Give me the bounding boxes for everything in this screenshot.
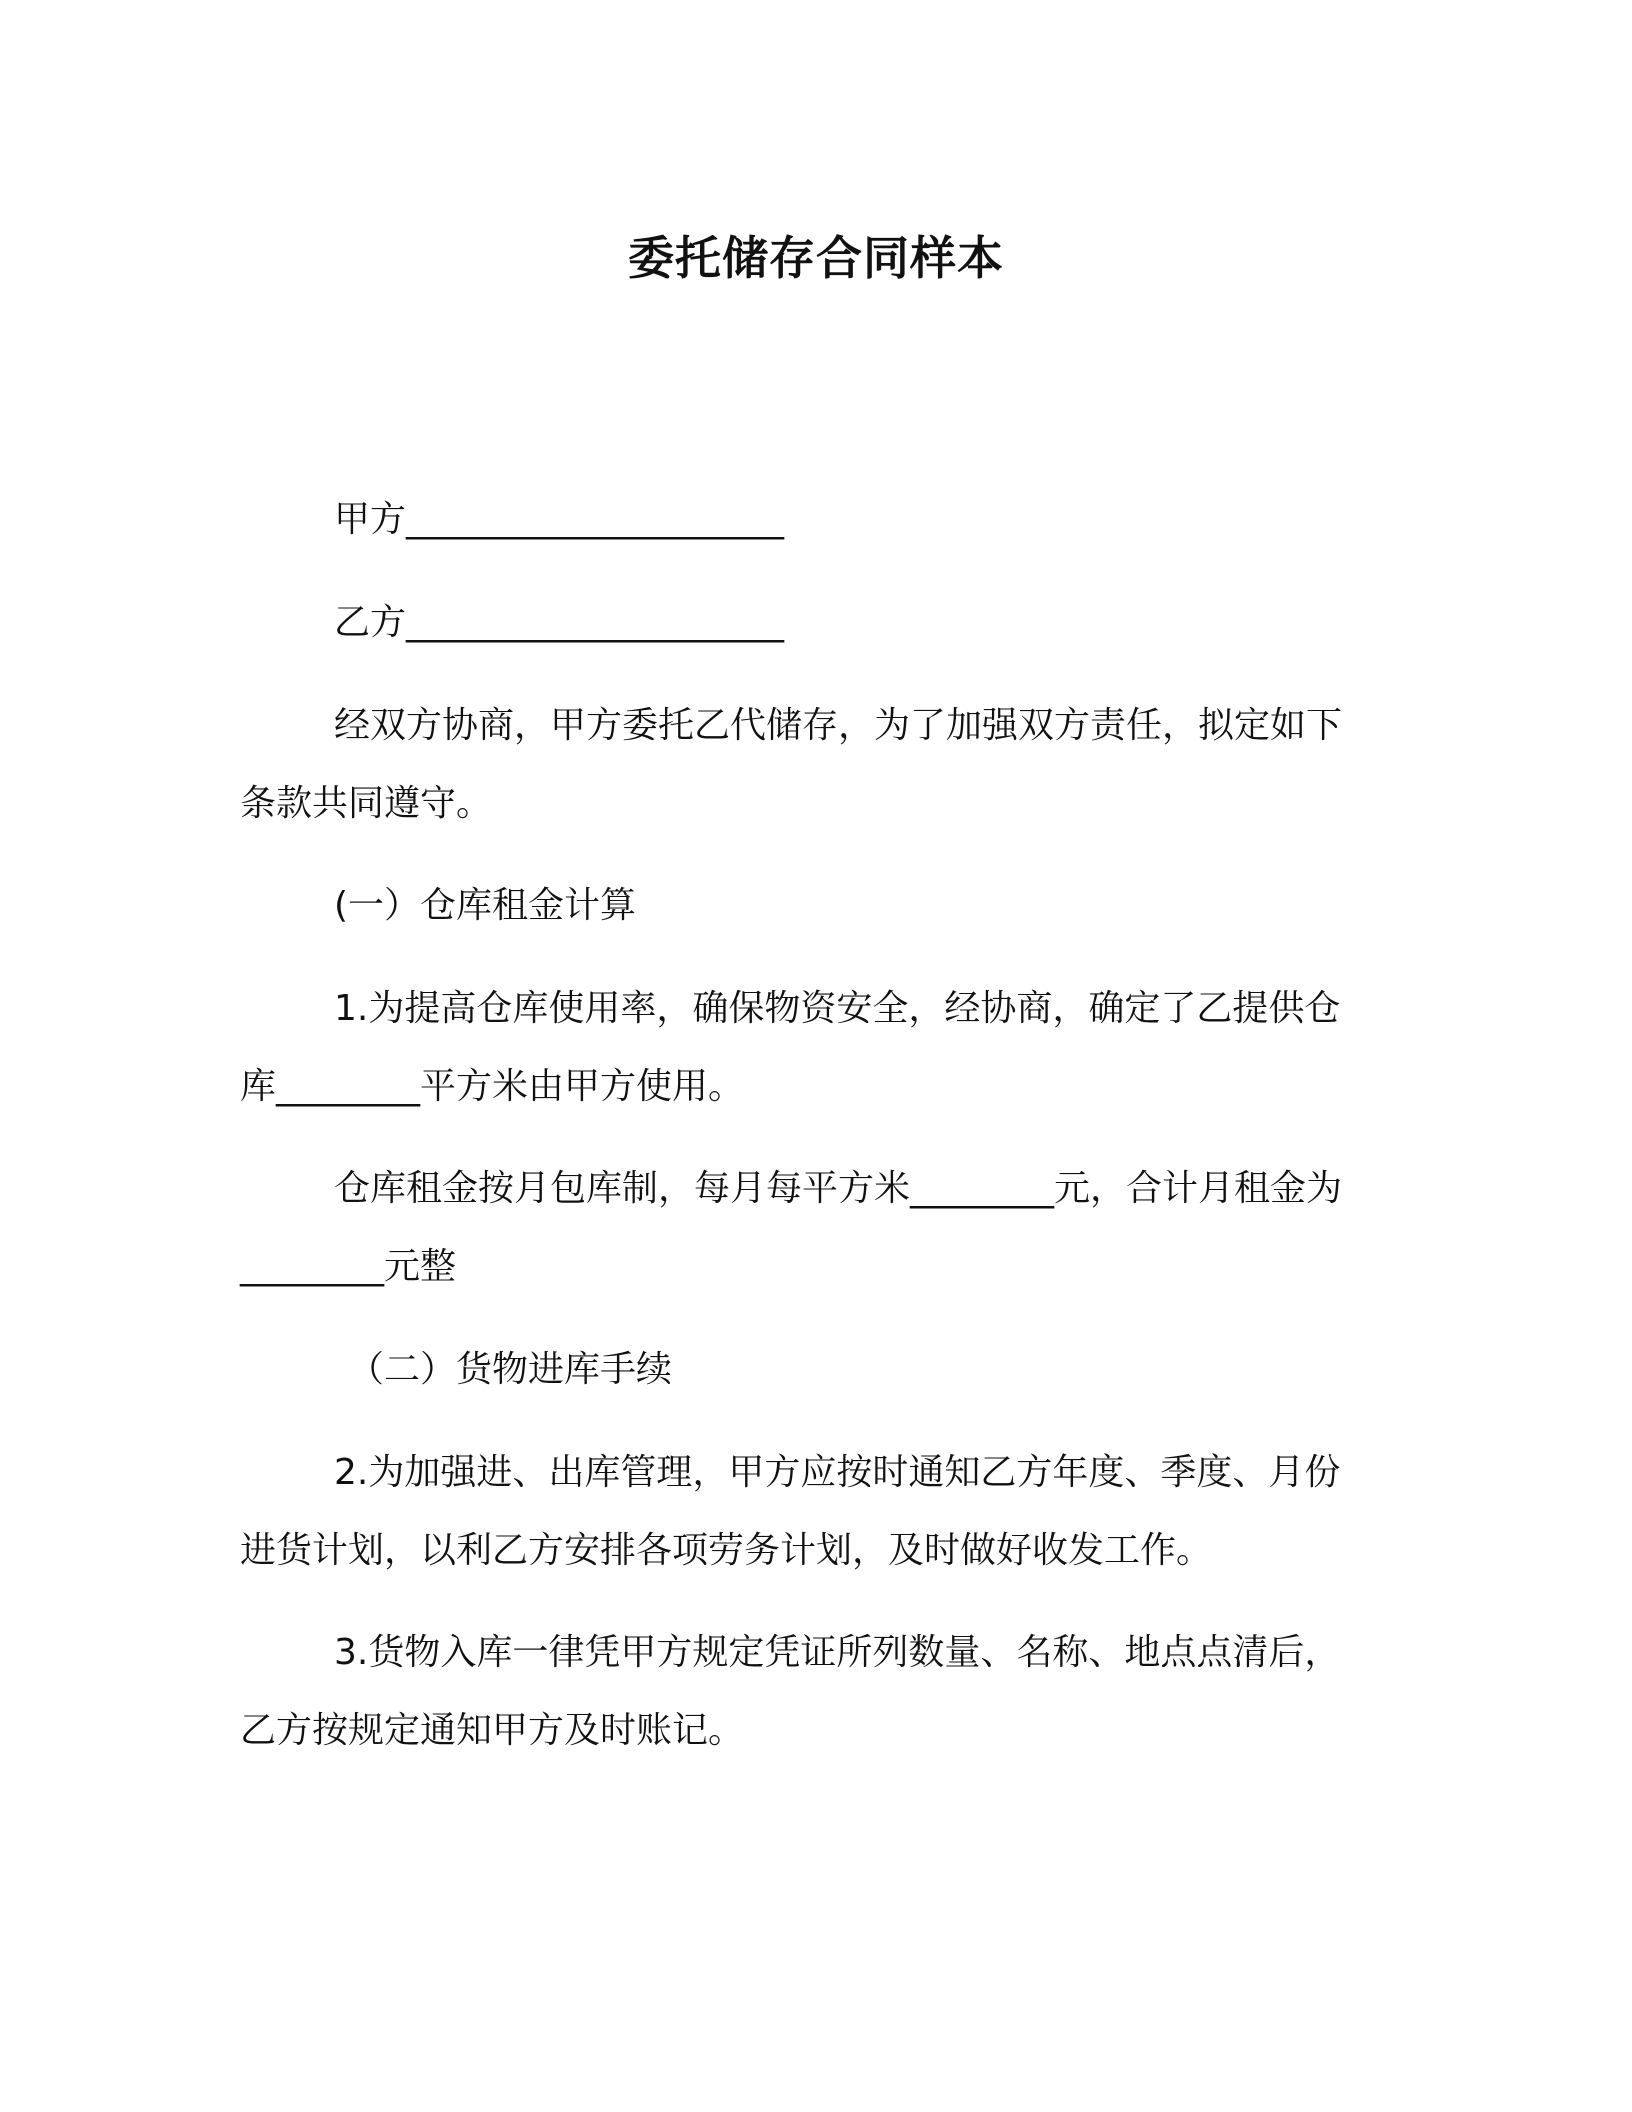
- item-3-line-1: 3.货物入库一律凭甲方规定凭证所列数量、名称、地点点清后，: [334, 1632, 1341, 1673]
- item-1-line-1: 1.为提高仓库使用率，确保物资安全，经协商，确定了乙提供仓: [334, 988, 1341, 1029]
- item-2-line-1: 2.为加强进、出库管理，甲方应按时通知乙方年度、季度、月份: [334, 1452, 1341, 1493]
- party-b-line: 乙方_____________________: [334, 602, 785, 643]
- section-2-heading: （二）货物进库手续: [348, 1349, 673, 1390]
- intro-paragraph-line-1: 经双方协商，甲方委托乙代储存，为了加强双方责任，拟定如下: [334, 705, 1343, 746]
- rent-paragraph-line-1: 仓库租金按月包库制，每月每平方米________元，合计月租金为: [334, 1168, 1343, 1209]
- section-1-heading: (一）仓库租金计算: [334, 885, 637, 926]
- party-a-line: 甲方_____________________: [334, 499, 785, 540]
- item-1-line-2: 库________平方米由甲方使用。: [240, 1066, 745, 1107]
- rent-paragraph-line-2: ________元整: [240, 1246, 457, 1287]
- document-title: 委托储存合同样本: [628, 231, 1004, 285]
- item-2-line-2: 进货计划，以利乙方安排各项劳务计划，及时做好收发工作。: [240, 1530, 1213, 1571]
- intro-paragraph-line-2: 条款共同遵守。: [240, 783, 493, 824]
- item-3-line-2: 乙方按规定通知甲方及时账记。: [240, 1710, 745, 1751]
